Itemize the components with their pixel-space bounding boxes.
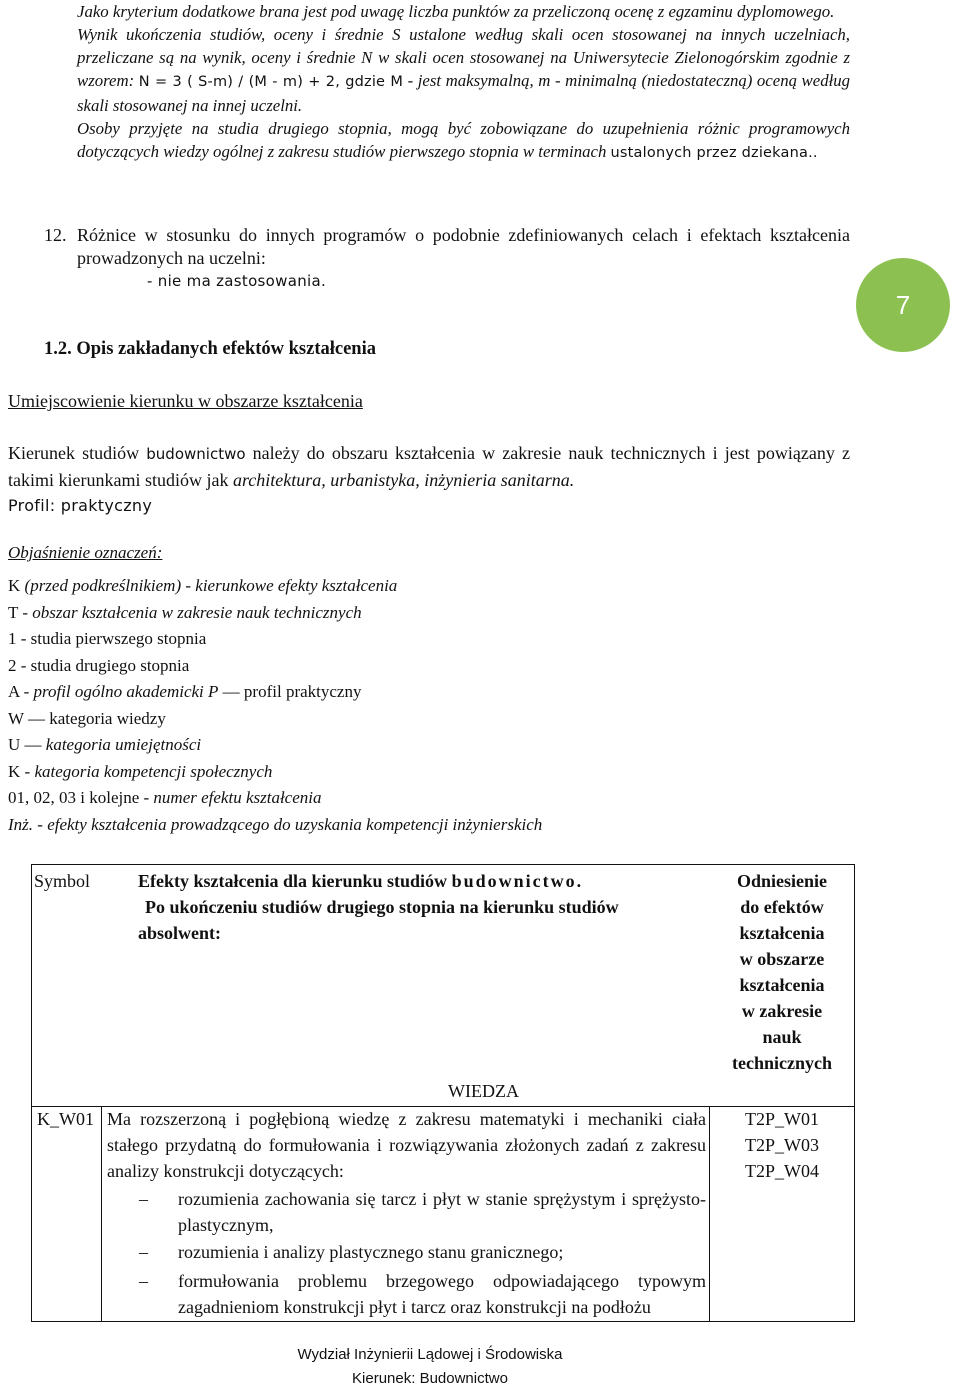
legend-item: K - kategoria kompetencji społecznych — [8, 761, 273, 781]
conversion-formula: N = 3 ( S-m) / (M - m) + 2, gdzie M — [138, 74, 404, 90]
legend-item: 1 - studia pierwszego stopnia — [8, 629, 207, 648]
legend-item: T - obszar kształcenia w zakresie nauk technicznych — [8, 602, 362, 622]
category-label: WIEDZA — [448, 1081, 519, 1101]
dash-bullet: – — [139, 1189, 148, 1209]
header-symbol: Symbol — [34, 871, 91, 891]
dash-bullet: – — [139, 1242, 148, 1262]
header-reference: Odniesienie do efektów kształcenia w obszarze kształcenia w zakresie nauk technicznych — [732, 871, 832, 1073]
footer-faculty: Wydział Inżynierii Lądowej i Środowiska — [297, 1346, 563, 1363]
footer-field: Kierunek: Budownictwo — [352, 1370, 508, 1387]
legend-item: U — kategoria umiejętności — [8, 735, 202, 754]
section-12-text: Różnice w stosunku do innych programów o podobnie zdefiniowanych celach i efektach kształcenia prowadzonych na uczelni: — [77, 225, 850, 268]
learning-outcomes-table — [31, 864, 855, 1324]
supplement-paragraph: Osoby przyjęte na studia drugiego stopnia, mogą być zobowiązane do uzupełnienia różnic programowych dotyczących wiedzy ogólnej z zakresu studiów pierwszego stopnia w terminach ustalonych przez dziekana.. — [77, 119, 850, 161]
outcome-item: rozumienia zachowania się tarcz i płyt w stanie sprężystym i sprężysto-plastycznym, — [178, 1189, 706, 1235]
section-heading: 1.2. Opis zakładanych efektów kształcenia — [44, 339, 376, 359]
legend-item: Inż. - efekty kształcenia prowadzącego do uzyskania kompetencji inżynierskich — [8, 814, 543, 834]
outcome-item: rozumienia i analizy plastycznego stanu granicznego; — [178, 1242, 564, 1262]
field-description: Kierunek studiów budownictwo należy do obszaru kształcenia w zakresie nauk technicznych i jest powiązany z takimi kierunkami studiów jak architektura, urbanistyka, inżynieria sanitarna. — [8, 443, 851, 490]
legend-item: 2 - studia drugiego stopnia — [8, 655, 190, 675]
profile-label: Profil: praktyczny — [8, 496, 153, 515]
section-12 — [44, 224, 850, 293]
outcome-item: formułowania problemu brzegowego odpowiadającego typowym zagadnieniom konstrukcji płyt i tarcz oraz konstrukcji na podłożu — [178, 1271, 706, 1317]
header-outcomes: Efekty kształcenia dla kierunku studiów budownictwo. Po ukończeniu studiów drugiego stopnia na kierunku studiów absolwent: — [138, 871, 619, 943]
outcome-text: Ma rozszerzoną i pogłębioną wiedzę z zakresu matematyki i mechaniki ciała stałego przydatną do formułowania i rozwiązywania złożonych zadań z zakresu analizy konstrukcji dotyczących: — [107, 1109, 706, 1181]
conversion-paragraph: Wynik ukończenia studiów, oceny i średnie S ustalone według skali ocen stosowanej na innych uczelniach, przeliczane są na wynik, oceny i średnie N w skali ocen stosowanej na Uniwersytecie Zielonogórskim zgodnie z wzorem: N = 3 ( S-m) / (M - m) + 2, gdzie M - jest maksymalną, m - minimalną (niedostateczną) oceną według skali stosowanej na innej uczelni. — [77, 25, 851, 115]
legend-list — [8, 573, 848, 838]
dash-bullet: – — [139, 1271, 148, 1291]
section-12-note: - nie ma zastosowania. — [147, 272, 327, 290]
outcome-symbol: K_W01 — [37, 1109, 94, 1129]
legend-title: Objaśnienie oznaczeń: — [8, 543, 163, 562]
legend-item: 01, 02, 03 i kolejne - numer efektu kształcenia — [8, 788, 322, 807]
legend-item: A - profil ogólno akademicki P — profil praktyczny — [8, 682, 362, 701]
criteria-paragraph: Jako kryterium dodatkowe brana jest pod uwagę liczba punktów za przeliczoną ocenę z egzaminu dyplomowego. — [77, 2, 835, 21]
outcome-references: T2P_W01 T2P_W03 T2P_W04 — [745, 1109, 819, 1181]
subheading: Umiejscowienie kierunku w obszarze kształcenia — [8, 391, 363, 411]
page-number-badge: 7 — [856, 258, 950, 352]
section-number: 12. — [44, 225, 67, 245]
legend-item: K (przed podkreślnikiem) - kierunkowe efekty kształcenia — [8, 576, 398, 595]
admission-criteria-text — [77, 0, 850, 165]
legend-item: W — kategoria wiedzy — [8, 708, 166, 728]
